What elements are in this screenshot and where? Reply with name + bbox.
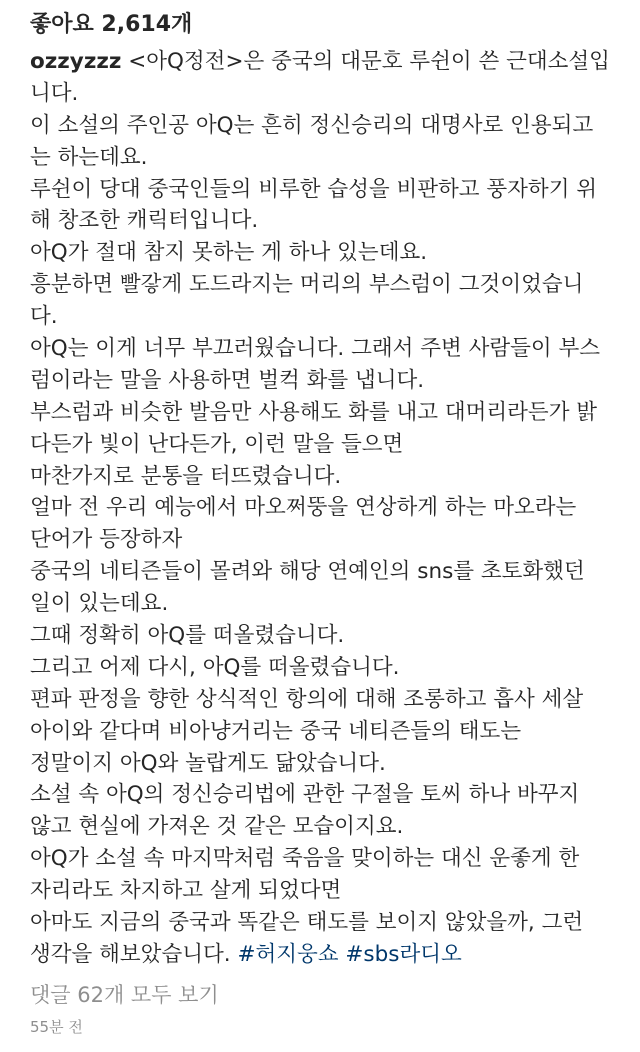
caption-first-line: <아Q정전>은 중국의 대문호 루쉰이 쓴 근대소설입	[121, 49, 610, 74]
caption-line: 니다.	[30, 80, 79, 106]
caption-line: 단어가 등장하자	[30, 527, 183, 553]
post-timestamp: 55분 전	[30, 1018, 83, 1036]
caption-line: 자리라도 차지하고 살게 되었다면	[30, 878, 342, 904]
hashtag-link[interactable]: #sbs라디오	[345, 941, 462, 967]
caption-line: 해 창조한 캐릭터입니다.	[30, 208, 259, 234]
caption-line: 아Q는 이게 너무 부끄러웠습니다. 그래서 주변 사람들이 부스	[30, 336, 601, 362]
caption-line: 다.	[30, 304, 58, 330]
caption-line: 아Q가 절대 참지 못하는 게 하나 있는데요.	[30, 240, 428, 266]
caption-line: 중국의 네티즌들이 몰려와 해당 연예인의 sns를 초토화했던	[30, 559, 585, 585]
caption-line: 아이와 같다며 비아냥거리는 중국 네티즌들의 태도는	[30, 718, 522, 744]
caption-line: 마찬가지로 분통을 터뜨렸습니다.	[30, 463, 342, 489]
caption-line	[30, 46, 610, 78]
caption-line: 정말이지 아Q와 놀랍게도 닮았습니다.	[30, 750, 386, 776]
caption-line: 흥분하면 빨갛게 도드라지는 머리의 부스럼이 그것이었습니	[30, 272, 584, 298]
caption-line: 않고 현실에 가져온 것 같은 모습이지요.	[30, 814, 404, 840]
caption-line: 루쉰이 당대 중국인들의 비루한 습성을 비판하고 풍자하기 위	[30, 176, 598, 202]
caption-line: 아마도 지금의 중국과 똑같은 태도를 보이지 않았을까, 그런	[30, 910, 584, 936]
hashtag-link[interactable]: #허지웅쇼	[237, 941, 339, 967]
caption-line: 소설 속 아Q의 정신승리법에 관한 구절을 토씨 하나 바꾸지	[30, 782, 580, 808]
caption-line: 다든가 빛이 난다든가, 이런 말을 들으면	[30, 431, 404, 457]
caption-line: 부스럼과 비슷한 발음만 사용해도 화를 내고 대머리라든가 밝	[30, 399, 598, 425]
caption-line: 편파 판정을 향한 상식적인 항의에 대해 조롱하고 흡사 세살	[30, 686, 584, 712]
caption-line: 그때 정확히 아Q를 떠올렸습니다.	[30, 623, 345, 649]
likes-count[interactable]: 좋아요 2,614개	[30, 12, 193, 37]
caption-line: 일이 있는데요.	[30, 591, 169, 617]
caption-last-line: 생각을 해보았습니다.	[30, 941, 238, 967]
caption-line: 아Q가 소설 속 마지막처럼 죽음을 맞이하는 대신 운좋게 한	[30, 846, 580, 872]
caption-line: 는 하는데요.	[30, 144, 148, 170]
username-link[interactable]: ozzyzzz	[30, 49, 122, 74]
caption-line: 그리고 어제 다시, 아Q를 떠올렸습니다.	[30, 654, 400, 680]
caption-line	[30, 939, 610, 971]
caption-line: 럼이라는 말을 사용하면 벌컥 화를 냅니다.	[30, 367, 425, 393]
view-all-comments-link[interactable]: 댓글 62개 모두 보기	[30, 983, 219, 1007]
caption-line: 이 소설의 주인공 아Q는 흔히 정신승리의 대명사로 인용되고	[30, 112, 594, 138]
caption-text	[30, 46, 610, 971]
caption-line: 얼마 전 우리 예능에서 마오쩌뚱을 연상하게 하는 마오라는	[30, 495, 577, 521]
